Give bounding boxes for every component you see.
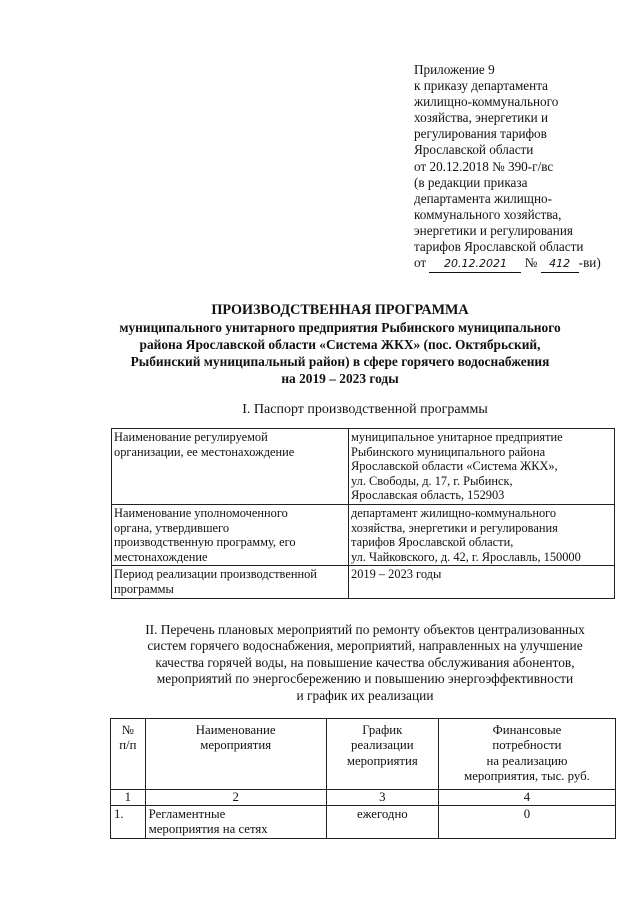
cell-line: Ярославская область, 152903 (351, 488, 505, 503)
table-row (112, 504, 615, 565)
cell-line: График (362, 723, 403, 737)
heading-line: и график их реализации (296, 687, 434, 703)
cell-line: Наименование (195, 723, 276, 737)
cell-line: ул. Чайковского, д. 42, г. Ярославль, 150000 (351, 549, 581, 564)
passport-value-cell (349, 429, 615, 505)
appendix-number-label: № (524, 255, 538, 271)
appendix-line: энергетики и регулирования (414, 222, 573, 238)
passport-value-cell (349, 504, 615, 565)
column-number: 1 (111, 789, 146, 805)
cell-line: местонахождение (114, 549, 208, 564)
handwritten-date: 20.12.2021 (429, 256, 521, 273)
events-table (110, 718, 616, 839)
column-header-schedule (326, 719, 438, 790)
appendix-from-label: от (414, 255, 427, 271)
cell-line: Период реализации производственной (114, 567, 317, 582)
appendix-line: Приложение 9 (414, 62, 495, 77)
appendix-line: тарифов Ярославской области (414, 239, 584, 255)
cell-line: 2019 – 2023 годы (351, 567, 442, 582)
row-schedule-cell: ежегодно (326, 806, 438, 839)
cell-line: мероприятия (346, 753, 418, 768)
title-main: ПРОИЗВОДСТВЕННАЯ ПРОГРАММА (211, 302, 469, 318)
cell-line: Ярославской области «Система ЖКХ», (351, 459, 558, 474)
appendix-line: жилищно-коммунального (414, 94, 559, 110)
section-1-heading: I. Паспорт производственной программы (242, 402, 488, 417)
cell-line: мероприятия на сетях (148, 822, 268, 837)
appendix-line: к приказу департамента (414, 78, 548, 94)
passport-label-cell (112, 429, 349, 505)
row-number-cell: 1. (111, 806, 146, 839)
heading-line: II. Перечень плановых мероприятий по ремонту объектов централизованных (145, 622, 585, 637)
cell-line: мероприятия, тыс. руб. (464, 769, 590, 784)
cell-line: № (121, 723, 134, 737)
column-number: 3 (326, 789, 438, 805)
appendix-line: регулирования тарифов (414, 126, 547, 142)
column-number: 4 (438, 789, 615, 805)
cell-line: органа, утвердившего (114, 520, 230, 535)
cell-line: муниципальное унитарное предприятие (351, 430, 563, 444)
document-title (60, 302, 620, 387)
cell-line: на реализацию (486, 753, 568, 768)
cell-line: программы (114, 581, 174, 596)
passport-label-cell (112, 566, 349, 598)
cell-line: тарифов Ярославской области, (351, 535, 514, 550)
appendix-edit-line (414, 255, 634, 273)
heading-line: систем горячего водоснабжения, мероприятий, направленных на улучшение (147, 638, 583, 654)
title-line: Рыбинский муниципальный район) в сфере горячего водоснабжения (130, 354, 550, 369)
cell-line: потребности (492, 738, 562, 753)
row-cost-cell: 0 (438, 806, 615, 839)
cell-line: ул. Свободы, д. 17, г. Рыбинск, (351, 473, 513, 488)
cell-line: Наименование регулируемой (114, 430, 268, 444)
appendix-line: (в редакции приказа (414, 174, 528, 190)
title-line: на 2019 – 2023 годы (281, 371, 399, 386)
passport-table (111, 428, 615, 599)
passport-label-cell (112, 504, 349, 565)
appendix-line: департамента жилищно- (414, 190, 553, 206)
cell-line: Регламентные (148, 807, 226, 822)
cell-line: организации, ее местонахождение (114, 444, 295, 459)
cell-line: департамент жилищно-коммунального (351, 505, 557, 520)
table-row (112, 429, 615, 505)
column-header-name (145, 719, 326, 790)
appendix-line: коммунального хозяйства, (414, 206, 562, 222)
cell-line: п/п (119, 738, 137, 753)
appendix-line: хозяйства, энергетики и (414, 110, 549, 126)
title-line: муниципального унитарного предприятия Рыбинского муниципального (119, 320, 561, 335)
column-header-financing (438, 719, 615, 790)
table-header-row (111, 719, 616, 790)
cell-line: Финансовые (492, 723, 562, 737)
heading-line: мероприятий по энергосбережению и повышению энергоэффективности (156, 671, 574, 687)
row-name-cell (145, 806, 326, 839)
column-header-number (111, 719, 146, 790)
appendix-line: от 20.12.2018 № 390-г/вс (414, 158, 554, 174)
appendix-block (414, 62, 634, 273)
column-number-row (111, 789, 616, 805)
appendix-suffix: -ви) (578, 255, 601, 271)
table-row (112, 566, 615, 598)
section-2-heading (110, 622, 620, 704)
cell-line: мероприятия (200, 738, 272, 753)
handwritten-number: 412 (541, 256, 579, 273)
appendix-line: Ярославской области (414, 142, 534, 158)
cell-line: производственную программу, его (114, 535, 296, 550)
cell-line: реализации (351, 738, 414, 753)
heading-line: качества горячей воды, на повышение качества обслуживания абонентов, (155, 654, 575, 670)
title-line: района Ярославской области «Система ЖКХ» (пос. Октябрьский, (139, 337, 541, 352)
cell-line: Наименование уполномоченного (114, 505, 288, 520)
cell-line: Рыбинского муниципального района (351, 444, 546, 459)
passport-value-cell (349, 566, 615, 598)
cell-line: хозяйства, энергетики и регулирования (351, 520, 558, 535)
column-number: 2 (145, 789, 326, 805)
table-row (111, 806, 616, 839)
